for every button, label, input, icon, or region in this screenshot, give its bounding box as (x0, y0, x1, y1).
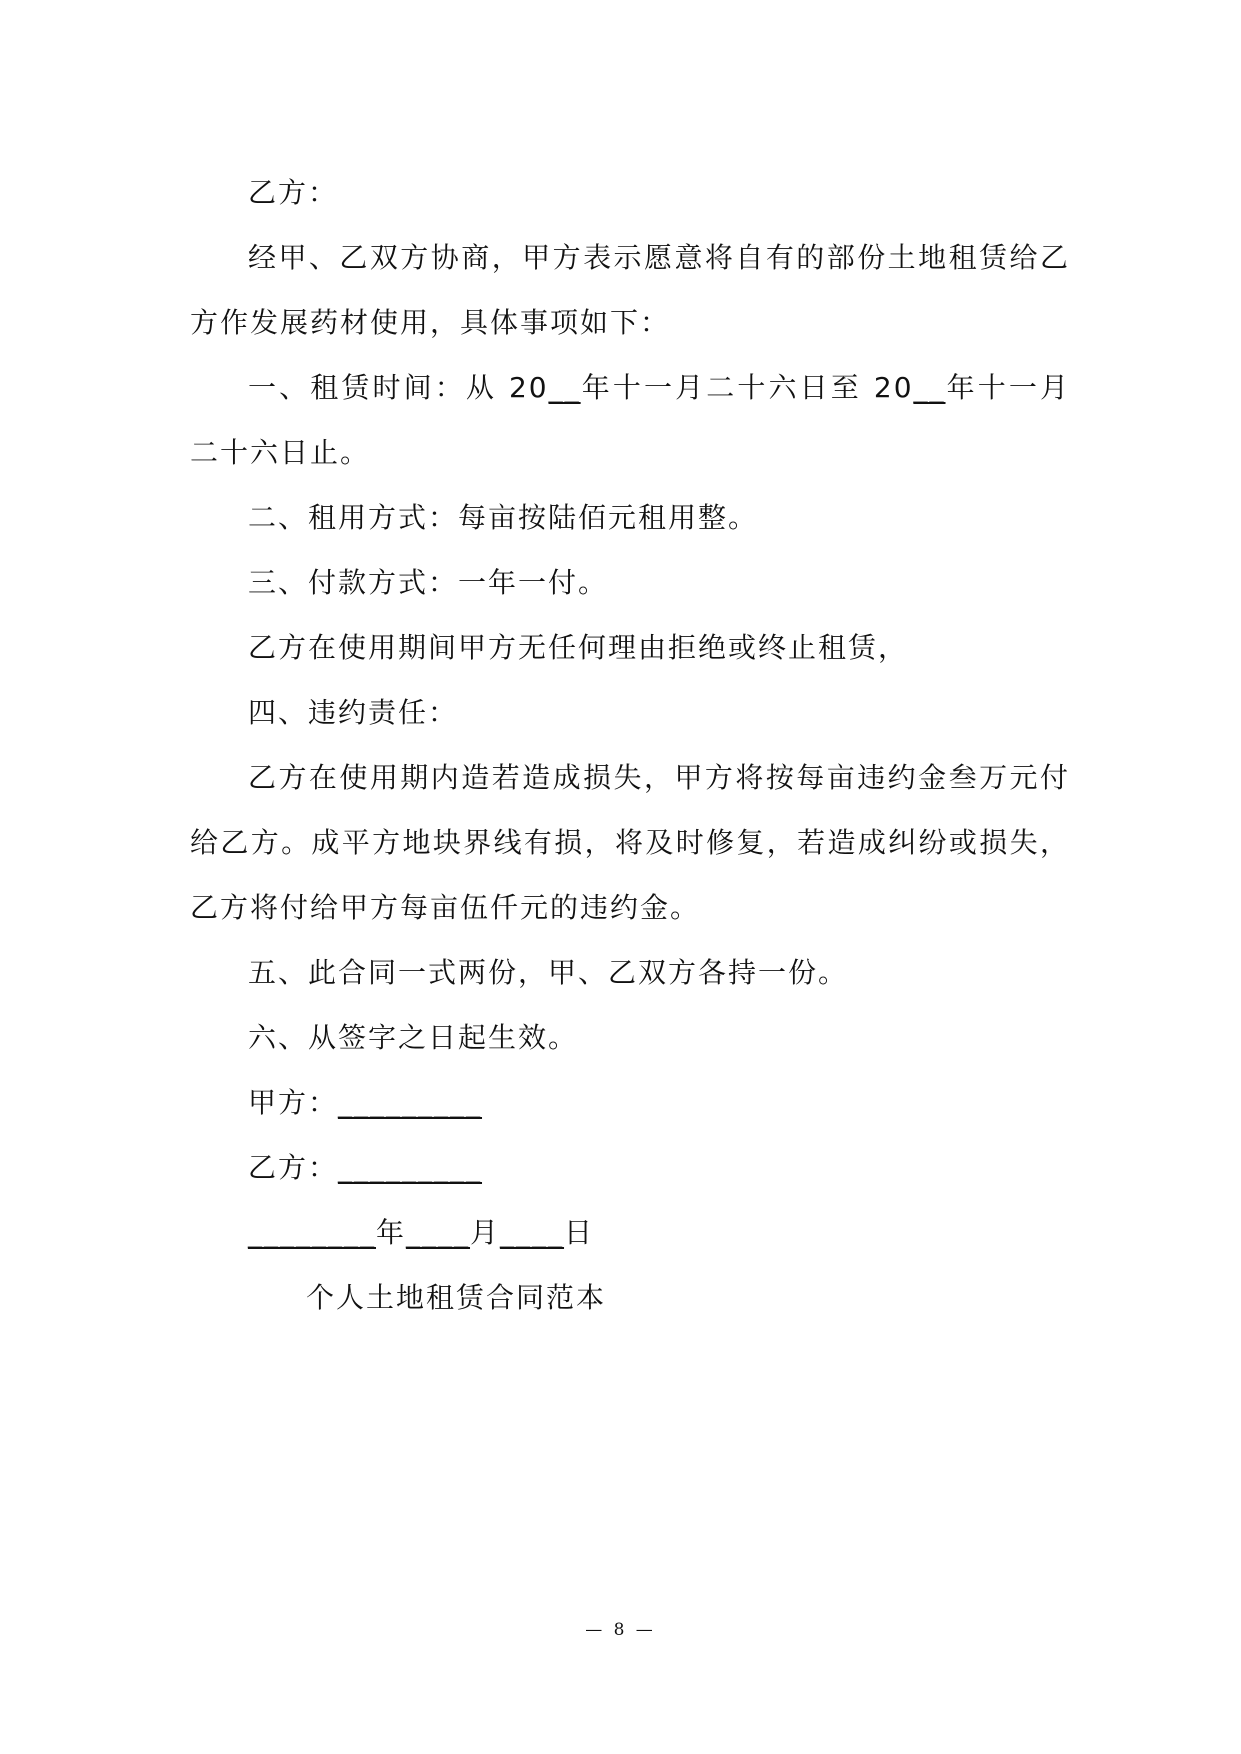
clause-lease-term-part3: 年十一月二十六日止。 (190, 371, 1071, 469)
party-b-signature-blank: _________ (338, 1151, 483, 1184)
signature-date-line (190, 1200, 1070, 1265)
date-day-blank: ____ (500, 1216, 565, 1249)
end-year-blank: __ (913, 371, 946, 404)
document-body (190, 160, 1070, 1330)
date-month-blank: ____ (406, 1216, 471, 1249)
page-number: — 8 — (585, 1620, 656, 1640)
party-a-signature-label: 甲方： (248, 1086, 339, 1119)
party-a-signature-blank: _________ (338, 1086, 483, 1119)
clause-lease-term-part2: 年十一月二十六日至 20 (580, 371, 914, 404)
clause-liability-body: 乙方在使用期内造若造成损失，甲方将按每亩违约金叁万元付给乙方。成平方地块界线有损，将及时修复，若造成纠纷或损失，乙方将付给甲方每亩伍仟元的违约金。 (190, 761, 1070, 924)
clause-liability-heading: 四、违约责任： (248, 696, 459, 729)
party-b-signature-label: 乙方： (248, 1151, 339, 1184)
clause-lease-term-part1: 一、租赁时间：从 20 (248, 371, 549, 404)
party-b-signature-line (190, 1135, 1070, 1200)
day-label: 日 (564, 1216, 595, 1249)
date-year-blank: ________ (248, 1216, 376, 1249)
party-b-header: 乙方： (248, 176, 339, 209)
clause-copies: 五、此合同一式两份，甲、乙双方各持一份。 (248, 956, 849, 989)
clause-rental-method: 二、租用方式：每亩按陆佰元租用整。 (248, 501, 759, 534)
intro-paragraph: 经甲、乙双方协商，甲方表示愿意将自有的部份土地租赁给乙方作发展药材使用，具体事项如下： (190, 241, 1070, 339)
start-year-blank: __ (548, 371, 581, 404)
clause-lease-term (190, 355, 1070, 485)
next-document-title: 个人土地租赁合同范本 (306, 1281, 607, 1314)
year-label: 年 (376, 1216, 407, 1249)
clause-effective: 六、从签字之日起生效。 (248, 1021, 579, 1054)
clause-payment-method: 三、付款方式：一年一付。 (248, 566, 609, 599)
clause-payment-note: 乙方在使用期间甲方无任何理由拒绝或终止租赁， (248, 631, 909, 664)
party-a-signature-line (190, 1070, 1070, 1135)
month-label: 月 (470, 1216, 501, 1249)
